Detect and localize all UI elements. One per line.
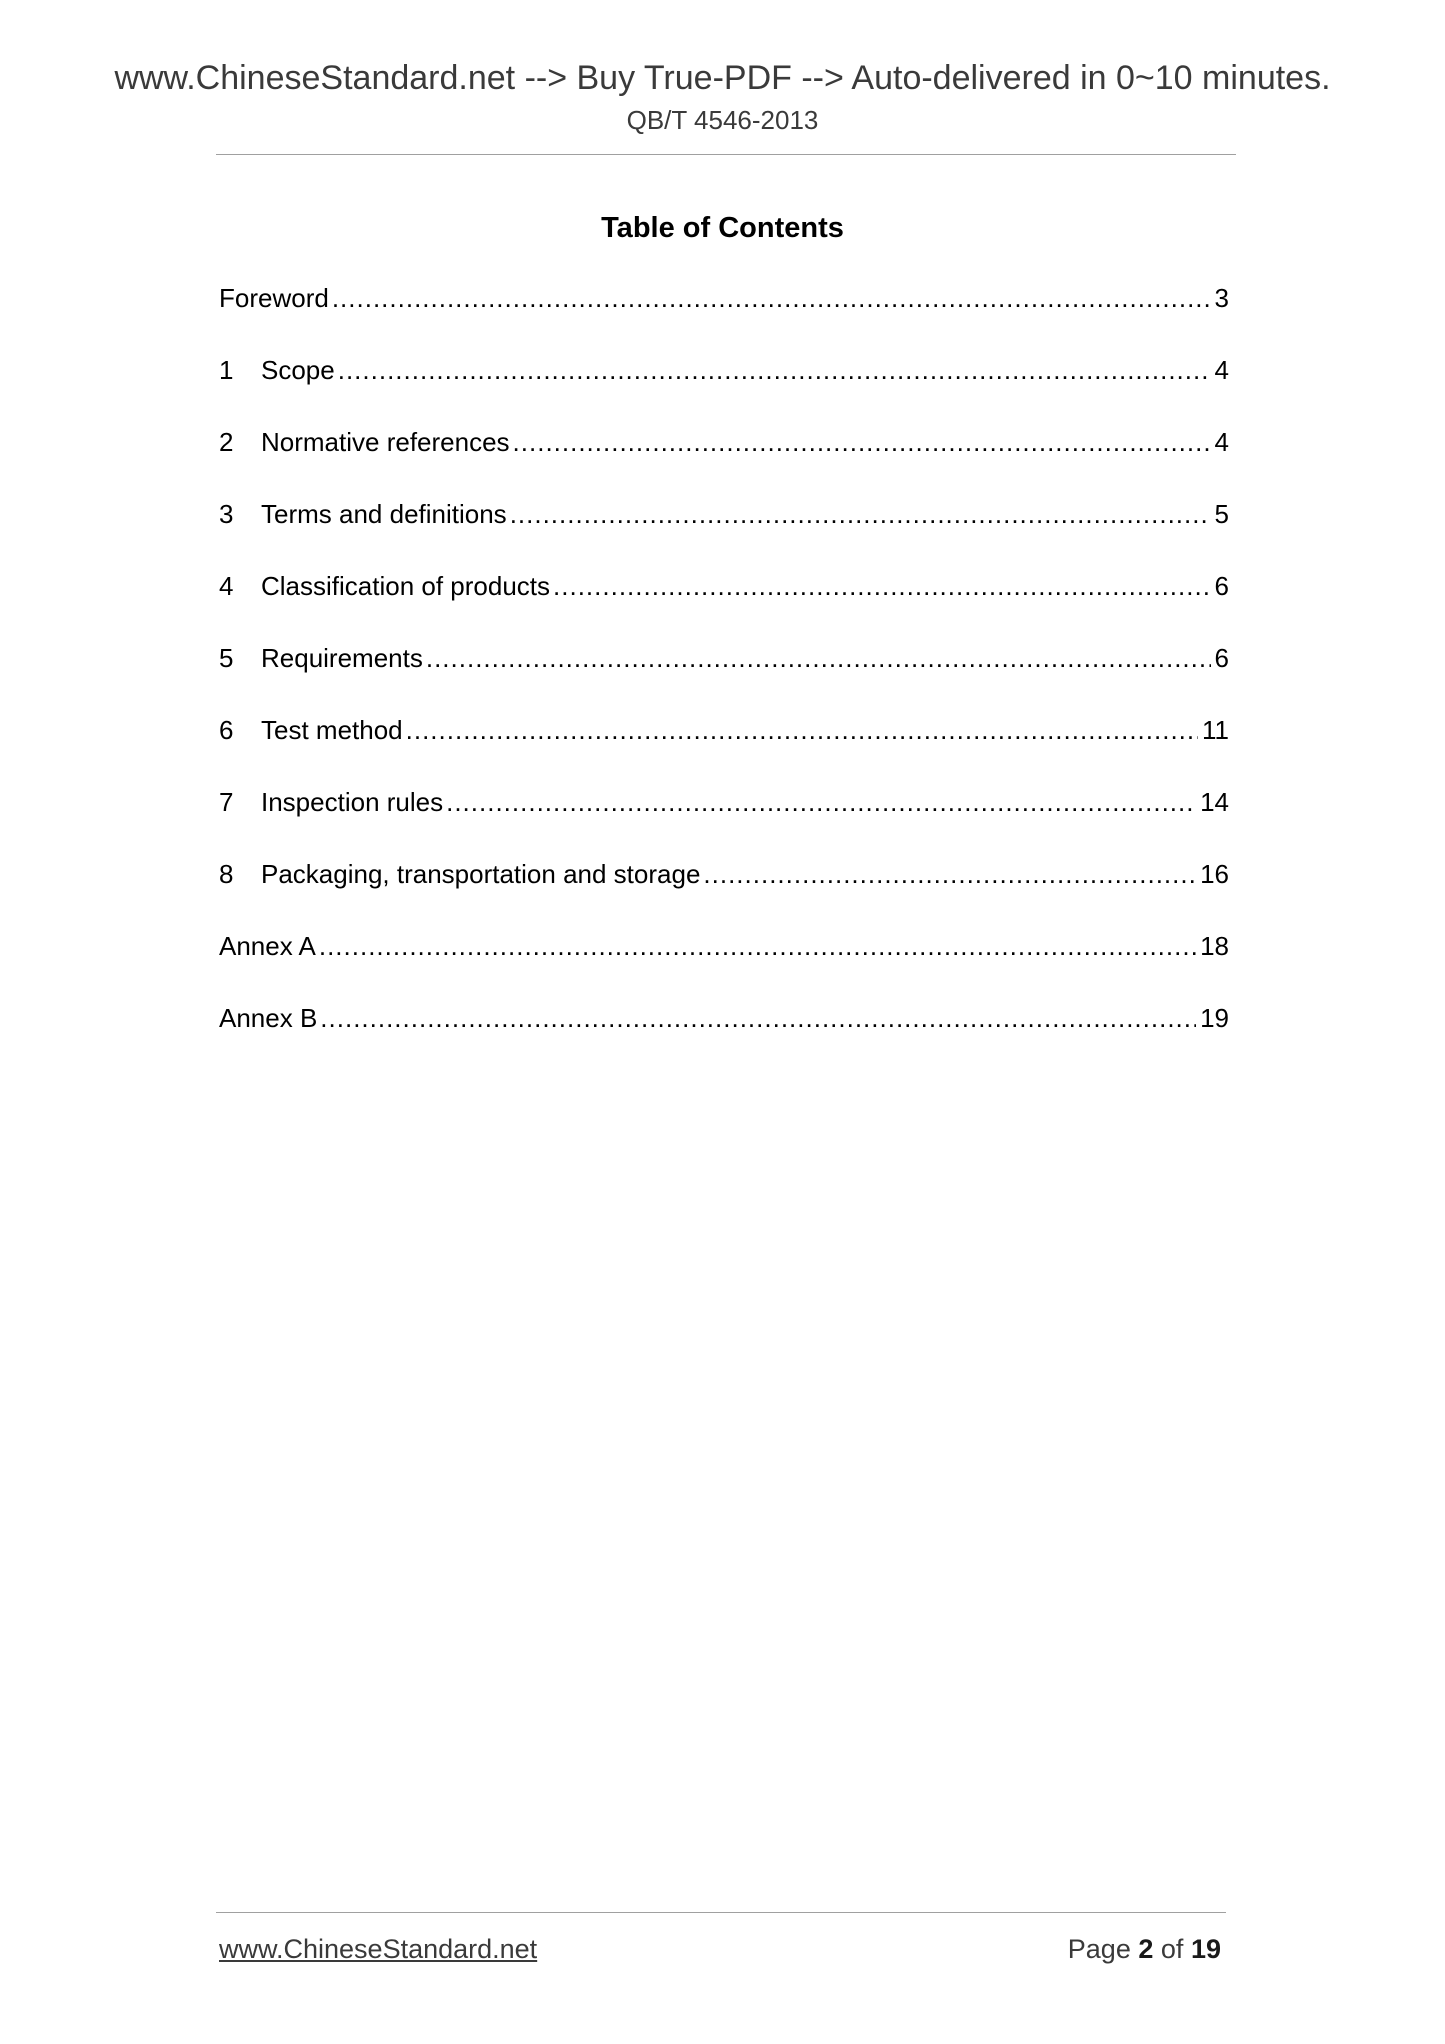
toc-entry-number: 3 <box>219 499 234 529</box>
toc-entry-page: 18 <box>1200 931 1229 961</box>
toc-entry-test-method[interactable] <box>219 712 1229 784</box>
toc-entry-label: Inspection rules <box>261 787 444 817</box>
toc-dot-leader <box>446 784 1196 820</box>
toc-entry-number: 7 <box>219 787 234 817</box>
toc-entry-label: Foreword <box>219 283 329 313</box>
toc-entry-scope[interactable] <box>219 352 1229 424</box>
page-prefix: Page <box>1067 1934 1131 1964</box>
toc-entry-page: 16 <box>1200 859 1229 889</box>
toc-entry-page: 14 <box>1200 787 1229 817</box>
toc-entry-label: Packaging, transportation and storage <box>261 859 701 889</box>
toc-entry-label: Annex A <box>219 931 316 961</box>
toc-entry-label: Classification of products <box>261 571 551 601</box>
toc-dot-leader <box>426 640 1211 676</box>
toc-entry-terms-and-definitions[interactable] <box>219 496 1229 568</box>
toc-dot-leader <box>332 280 1211 316</box>
toc-entry-page: 5 <box>1214 499 1229 529</box>
footer-site-link[interactable]: www.ChineseStandard.net <box>219 1934 538 1964</box>
toc-entry-number: 8 <box>219 859 234 889</box>
toc-entry-number: 1 <box>219 355 234 385</box>
page-total: 19 <box>1190 1934 1221 1964</box>
toc-entry-normative-references[interactable] <box>219 424 1229 496</box>
toc-dot-leader <box>703 856 1196 892</box>
toc-entry-page: 4 <box>1214 355 1229 385</box>
toc-entry-label: Scope <box>261 355 335 385</box>
toc-entry-classification-of-products[interactable] <box>219 568 1229 640</box>
toc-entry-page: 3 <box>1214 283 1229 313</box>
toc-entry-page: 6 <box>1214 571 1229 601</box>
toc-dot-leader <box>553 568 1211 604</box>
toc-entry-page: 19 <box>1200 1003 1229 1033</box>
toc-entry-number: 2 <box>219 427 234 457</box>
toc-dot-leader <box>406 712 1198 748</box>
toc-entry-inspection-rules[interactable] <box>219 784 1229 856</box>
footer-divider <box>216 1912 1226 1913</box>
toc-entry-label: Test method <box>261 715 403 745</box>
toc-entry-annex-b[interactable] <box>219 1000 1229 1072</box>
toc-entry-page: 4 <box>1214 427 1229 457</box>
page-current: 2 <box>1138 1934 1154 1964</box>
page-indicator <box>1068 1932 1221 1966</box>
toc-entry-page: 11 <box>1202 715 1229 745</box>
toc-dot-leader <box>319 928 1196 964</box>
header-divider <box>216 154 1236 155</box>
toc-dot-leader <box>338 352 1211 388</box>
toc-entry-page: 6 <box>1214 643 1229 673</box>
toc-entry-annex-a[interactable] <box>219 928 1229 1000</box>
page-of: of <box>1160 1934 1184 1964</box>
toc-entry-foreword[interactable] <box>219 280 1229 352</box>
document-code: QB/T 4546-2013 <box>626 105 819 135</box>
toc-entry-number: 6 <box>219 715 234 745</box>
site-banner: www.ChineseStandard.net --> Buy True-PDF --> Auto-delivered in 0~10 minutes. <box>114 59 1331 97</box>
toc-dot-leader <box>510 496 1211 532</box>
toc-dot-leader <box>320 1000 1196 1036</box>
toc-dot-leader <box>513 424 1211 460</box>
toc-entry-number: 4 <box>219 571 234 601</box>
toc-title: Table of Contents <box>601 212 844 244</box>
toc-entry-packaging-transportation-storage[interactable] <box>219 856 1229 928</box>
toc-entry-label: Terms and definitions <box>261 499 507 529</box>
toc-entry-label: Requirements <box>261 643 423 673</box>
toc-entry-label: Annex B <box>219 1003 318 1033</box>
toc-entry-number: 5 <box>219 643 234 673</box>
table-of-contents <box>219 280 1229 1072</box>
toc-entry-label: Normative references <box>261 427 510 457</box>
toc-entry-requirements[interactable] <box>219 640 1229 712</box>
